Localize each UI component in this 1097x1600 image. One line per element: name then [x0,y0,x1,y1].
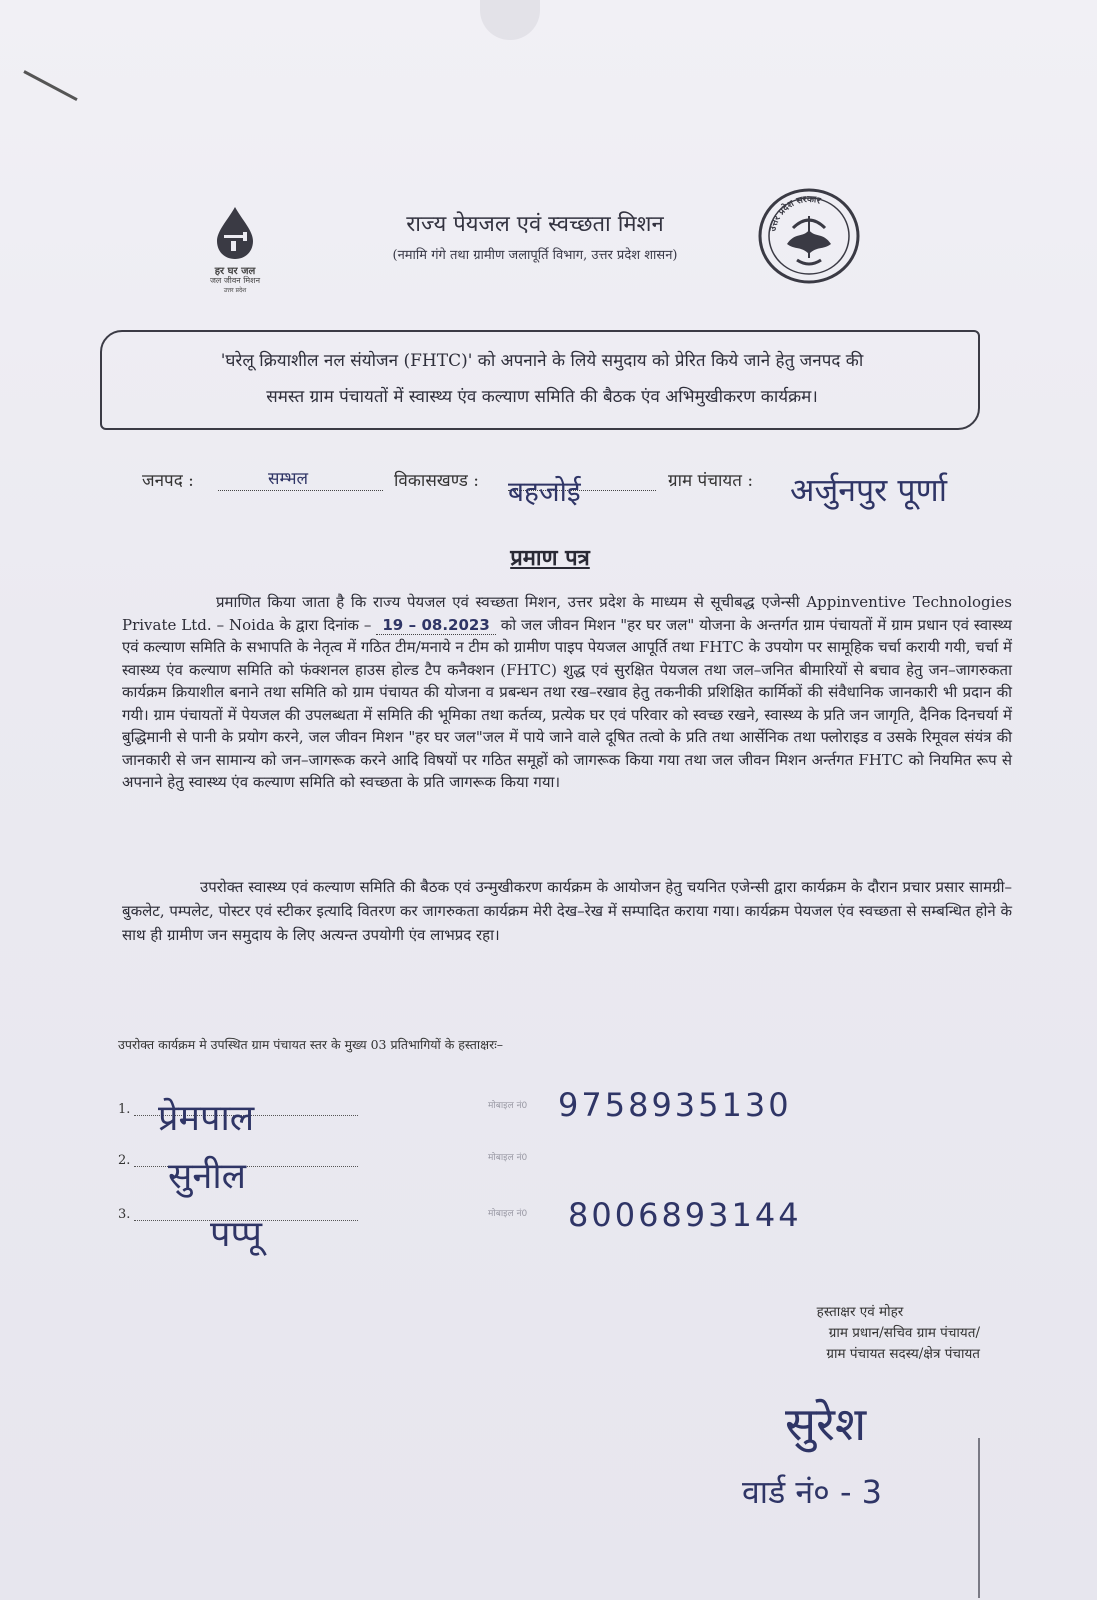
block-value: बहजोई [508,475,581,508]
certificate-title: प्रमाण पत्र [510,545,590,571]
official-signature: सुरेश [785,1397,867,1451]
certificate-paragraph-2: उपरोक्त स्वास्थ्य एवं कल्याण समिति की बैठक एवं उन्मुखीकरण कार्यक्रम के आयोजन हेतु चयनित एजेन्सी द्वारा कार्यक्रम के दौरान प्रचार प्रसार सामग्री–बुकलेट, पम्पलेट, पोस्टर एवं स्टीकर इत्यादि वितरण कर जागरुकता कार्यक्रम मेरी देख–रेख में सम्पादित कराया गया। कार्यक्रम पेयजल एंव स्वच्छता से सम्बन्धित होने के साथ ही ग्रामीण जन समुदाय के लिए अत्यन्त उपयोगी एंव लाभप्रद रहा। [122,878,1012,944]
certificate-paragraph-1 [122,591,1012,794]
paragraph-1-before-date: प्रमाणित किया जाता है कि राज्य पेयजल एवं स्वच्छता मिशन, उत्तर प्रदेश के माध्यम से सूचीबद्ध एजेन्सी Appinventive Technologies Private Ltd. – Noida के द्वारा दिनांक – [122,593,1012,634]
participant-1-signature: प्रेमपाल [158,1098,255,1139]
paragraph-1-after-date: को जल जीवन मिशन "हर घर जल" योजना के अन्तर्गत ग्राम पंचायतों में ग्राम प्रधान एवं स्वास्थ्य एवं कल्याण समिति के सभापति के नेतृत्व में गठित टीम/मनाये न टीम को ग्रामीण पाइप पेयजल आपूर्ति तथा FHTC के उपयोग पर सामूहिक चर्चा करायी गयी, चर्चा में स्वास्थ्य एंव कल्याण समिति को फंक्शनल हाउस होल्ड टैप कनैक्शन (FHTC) शुद्ध एवं सुरक्षित पेयजल तथा जल–जनित बीमारियों से बचाव हेतु जन–जागरुकता कार्यक्रम क्रियाशील बनाने तथा समिति को ग्राम पंचायत की योजना व प्रबन्धन तथा रख–रखाव हेतु तकनीकी प्रशिक्षित कार्मिकों की संवैधानिक जानकारी भी प्रदान की गयी। ग्राम पंचायतों में पेयजल की उपलब्धता में समिति की भूमिका तथा कर्तव्य, प्रत्येक घर एवं परिवार को स्वच्छ रखने, स्वास्थ्य के प्रति जन जागृति, दैनिक दिनचर्या में बुद्धिमानी से पानी के प्रयोग करने, जल जीवन मिशन "हर घर जल"जल में पाये जाने वाले दूषित तत्वो के प्रति तथा आर्सेनिक तथा फ्लोराइड व उसके रिमूवल संयंत्र की जानकारी से जन सामान्य को जन–जागरूक करने आदि विषयों पर गठित समूहों को जागरूक किया गया तथा जल जीवन मिशन अर्न्तगत FHTC को नियमित रूप से अपनाने हेतु स्वास्थ्य एंव कल्याण समिति को स्वच्छता के प्रति जागरूक किया गया। [122,615,1012,791]
gram-panchayat-label: ग्राम पंचायत : [668,471,754,491]
gram-panchayat-value: अर्जुनपुर पूर्णा [790,471,947,509]
district-dots [218,490,383,491]
district-value: सम्भल [268,469,309,489]
block-label: विकासखण्ड : [394,471,480,491]
logo-caption-1: हर घर जल [214,266,256,277]
program-date: 19 – 08.2023 [376,616,495,635]
banner-line-1: 'घरेलू क्रियाशील नल संयोजन (FHTC)' को अपनाने के लिये समुदाय को प्रेरित किये जाने हेतु जनपद की [220,351,864,371]
signature-stamp-label: हस्ताक्षर एवं मोहर [816,1304,904,1320]
participant-2-phone-label: मोबाइल नं0 [488,1153,528,1163]
participant-1-number: 1. [118,1102,131,1117]
participant-2-number: 2. [118,1153,131,1168]
water-drop-icon [213,205,257,261]
seal-text: उत्तर प्रदेश सरकार [768,194,822,233]
up-government-seal-icon [757,186,861,286]
participant-3-phone: 8006893144 [568,1196,802,1234]
participant-3-number: 3. [118,1207,131,1222]
signature-block [680,1302,980,1365]
participant-3-phone-label: मोबाइल नं0 [488,1209,528,1219]
participant-2-signature: सुनील [168,1156,247,1197]
participants-note: उपरोक्त कार्यक्रम मे उपस्थित ग्राम पंचायत स्तर के मुख्य 03 प्रतिभागियों के हस्ताक्षरः– [118,1037,503,1052]
participant-1-phone: 9758935130 [558,1086,792,1124]
mission-title: राज्य पेयजल एवं स्वच्छता मिशन [406,212,664,237]
program-banner [100,330,980,430]
pen-mark [23,70,77,101]
logo-caption-3: उत्तर प्रदेश [223,287,247,294]
signature-role-line-1: ग्राम प्रधान/सचिव ग्राम पंचायत/ [828,1325,980,1341]
banner-line-2: समस्त ग्राम पंचायतों में स्वास्थ्य एंव कल्याण समिति की बैठक एंव अभिमुखीकरण कार्यक्रम। [266,387,818,407]
participant-1-phone-label: मोबाइल नं0 [488,1101,528,1111]
ward-number: वार्ड नं० - 3 [742,1473,883,1511]
district-label: जनपद : [142,471,194,491]
har-ghar-jal-logo [195,205,275,297]
paper-edge-line [978,1438,980,1598]
participant-3-signature: पप्पू [210,1214,262,1255]
signature-role-line-2: ग्राम पंचायत सदस्य/क्षेत्र पंचायत [826,1346,980,1362]
logo-caption-2: जल जीवन मिशन [209,276,261,285]
paper-fold [480,0,540,40]
mission-subtitle: (नमामि गंगे तथा ग्रामीण जलापूर्ति विभाग, उत्तर प्रदेश शासन) [392,248,678,263]
